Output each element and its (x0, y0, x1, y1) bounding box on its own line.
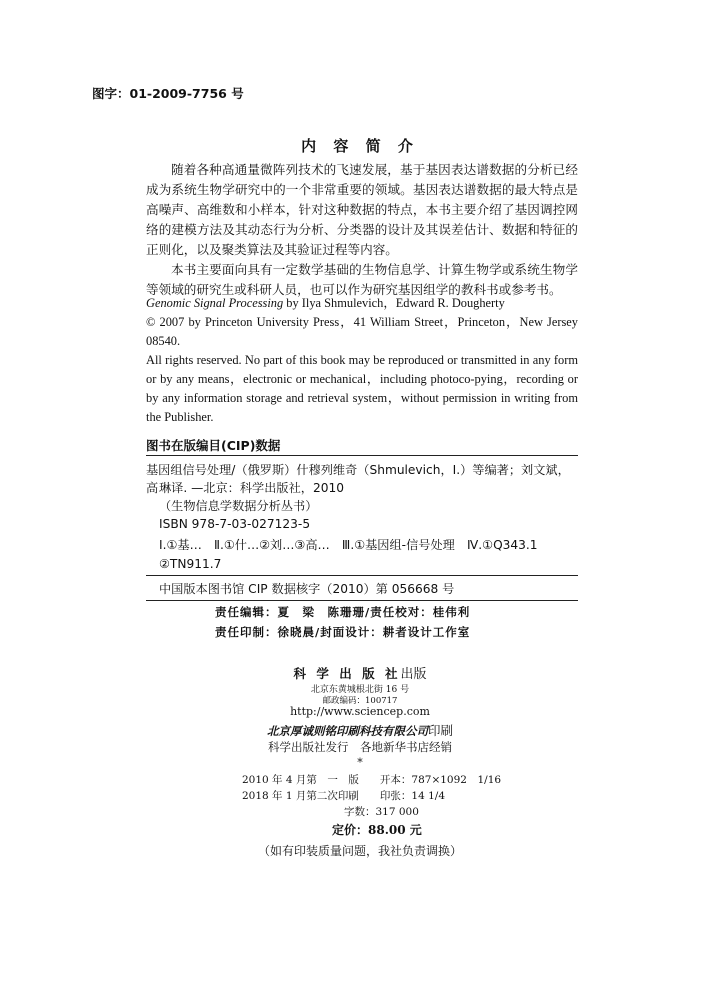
publisher-address: 北京东黄城根北街 16 号 (310, 685, 410, 695)
production-credits: 责任印制：徐晓晨/封面设计：耕者设计工作室 (215, 625, 471, 639)
publisher-suffix: 出版 (400, 667, 427, 682)
printer-name: 北京厚诚则铭印刷科技有限公司 (266, 724, 428, 738)
publisher-name: 科 学 出 版 社 (293, 666, 401, 681)
cip-bottom-rule (146, 600, 578, 601)
word-count: 字数：317 000 (344, 806, 419, 818)
cip-middle-rule (146, 575, 578, 576)
edition-first: 2010 年 4 月第 一 版 开本：787×1092 1/16 (242, 774, 502, 786)
publisher-url: http://www.sciencep.com (290, 705, 430, 718)
price-value: 88.00 元 (368, 823, 422, 837)
cip-library-number: 中国版本图书馆 CIP 数据核字（2010）第 056668 号 (159, 582, 455, 596)
printer-line (0, 721, 720, 739)
edition-reprint: 2018 年 1 月第二次印刷 印张：14 1/4 (242, 790, 446, 802)
editor-credits: 责任编辑：夏 梁 陈珊珊/责任校对：桂伟利 (215, 605, 471, 619)
price-line (332, 821, 422, 838)
cip-classification-2: ②TN911.7 (159, 557, 222, 571)
price-label: 定价： (332, 823, 369, 837)
cip-entry-line-1: 基因组信号处理/（俄罗斯）什穆列维奇（Shmulevich，I.）等编著；刘文斌，高 (146, 463, 570, 495)
summary-paragraph-2: 本书主要面向具有一定数学基础的生物信息学、计算生物学或系统生物学等领域的研究生或科研人员，也可以作为研究基因组学的教科书或参考书。 (146, 262, 578, 297)
summary-paragraph-1: 随着各种高通量微阵列技术的飞速发展，基于基因表达谱数据的分析已经成为系统生物学研究中的一个非常重要的领域。基因表达谱数据的最大特点是高噪声、高维数和小样本，针对这种数据的特点，本书主要介绍了基因调控网络的建模方法及其动态行为分析、分类器的设计及其误差估计、数据和特征的正则化，以及聚类算法及其验证过程等内容。 (146, 162, 578, 257)
quality-notice: （如有印装质量问题，我社负责调换） (257, 844, 462, 858)
cip-isbn: ISBN 978-7-03-027123-5 (159, 517, 311, 531)
book-authors: by Ilya Shmulevich，Edward R. Dougherty (283, 296, 505, 310)
cip-header: 图书在版编目(CIP)数据 (146, 438, 281, 453)
registration-number: 图字：01-2009-7756 号 (92, 86, 244, 101)
book-citation (146, 294, 578, 313)
book-title: Genomic Signal Processing (146, 296, 284, 310)
cip-series: （生物信息学数据分析丛书） (159, 499, 318, 513)
cip-classification-1: Ⅰ.①基… Ⅱ.①什…②刘…③高… Ⅲ.①基因组-信号处理 Ⅳ.①Q343.1 (159, 538, 538, 552)
separator-star: * (357, 756, 363, 769)
copyright-notice: © 2007 by Princeton University Press，41 William Street，Princeton，New Jersey 08540. (146, 315, 578, 348)
printer-suffix: 印刷 (427, 723, 453, 738)
cip-top-rule (146, 455, 578, 456)
publisher-line (0, 663, 720, 682)
publisher-postcode: 邮政编码：100717 (322, 696, 398, 706)
rights-statement: All rights reserved. No part of this book may be reproduced or transmitted in any form or by any means，electronic or mechanical，including photoco-pying，recording or by any information storage and retrieval system，without permission in writing from the Publisher. (146, 353, 578, 424)
summary-title: 内 容 简 介 (301, 137, 419, 155)
distribution-line: 科学出版社发行 各地新华书店经销 (268, 740, 452, 754)
cip-entry-line-2: 琳译. —北京：科学出版社，2010 (159, 481, 345, 495)
